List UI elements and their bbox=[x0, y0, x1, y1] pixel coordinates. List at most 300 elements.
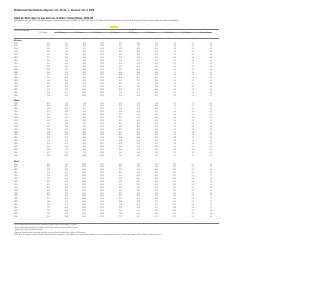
row-value: 93.3 bbox=[118, 109, 122, 111]
row-value: 50.4 bbox=[46, 144, 50, 146]
row-year: 1994 bbox=[14, 55, 18, 57]
row-year: 1990 bbox=[14, 66, 18, 68]
row-value: 16.9 bbox=[154, 46, 158, 48]
section-label: White bbox=[14, 100, 20, 102]
row-value: 90.4 bbox=[118, 63, 122, 65]
row-value: 89.4 bbox=[82, 129, 86, 131]
header-age-col: 50–54 years bbox=[182, 33, 192, 34]
row-value: 12.7 bbox=[172, 216, 176, 218]
row-value: 2.0 bbox=[191, 126, 194, 128]
row-value: 52.2 bbox=[46, 152, 50, 154]
row-value: 160.5 bbox=[82, 190, 86, 192]
row-value: 5.8 bbox=[191, 179, 194, 180]
row-value: 4.9 bbox=[173, 147, 176, 148]
row-year: 1980 bbox=[14, 216, 18, 218]
row-value: 121.5 bbox=[100, 216, 104, 218]
row-value: 2.2 bbox=[191, 78, 194, 80]
row-value: 54.4 bbox=[46, 81, 50, 83]
row-value: 36.2 bbox=[136, 78, 140, 80]
row-value: 79.6 bbox=[118, 92, 122, 94]
row-value: 138.0 bbox=[100, 187, 104, 189]
row-value: 0.6 bbox=[209, 55, 212, 57]
row-value: 75.7 bbox=[46, 199, 50, 201]
row-year: 1997 bbox=[14, 46, 18, 48]
row-year: 1981 bbox=[14, 92, 18, 94]
row-value: 47.5 bbox=[64, 164, 68, 166]
row-value: 51.7 bbox=[46, 55, 50, 57]
row-value: 90.6 bbox=[118, 126, 122, 128]
row-value: 53.7 bbox=[136, 184, 140, 186]
row-value: 97.3 bbox=[82, 152, 86, 154]
row-value: 51.0 bbox=[46, 141, 50, 143]
row-value: 53.1 bbox=[136, 170, 140, 172]
row-value: 81.5 bbox=[118, 87, 122, 88]
row-value: 125.0 bbox=[100, 149, 104, 151]
row-value: 0.6 bbox=[209, 81, 212, 83]
row-value: 90.0 bbox=[82, 126, 86, 128]
row-value: 0.5 bbox=[209, 126, 212, 128]
row-value: 122.8 bbox=[100, 147, 104, 148]
row-value: 12.2 bbox=[154, 149, 158, 151]
row-value: 52.7 bbox=[46, 58, 50, 59]
row-value: 1.8 bbox=[209, 193, 212, 195]
row-value: 73.2 bbox=[46, 208, 50, 209]
row-value: 2.3 bbox=[191, 87, 194, 88]
row-value: 121.5 bbox=[100, 141, 104, 143]
row-value: 34.4 bbox=[136, 138, 140, 140]
row-value: 11.8 bbox=[173, 196, 176, 198]
row-value: 68.0 bbox=[46, 167, 50, 169]
row-value: 0.6 bbox=[209, 49, 212, 51]
row-value: 12.5 bbox=[154, 141, 158, 143]
row-year: 1981 bbox=[14, 152, 18, 154]
row-value: 73.7 bbox=[46, 213, 50, 215]
row-value: 96.0 bbox=[82, 78, 86, 80]
header-age-col: 15–19 years bbox=[56, 33, 66, 34]
row-year: 1982 bbox=[14, 210, 18, 212]
row-value: 6.8 bbox=[173, 46, 176, 48]
row-value: 22.6 bbox=[154, 199, 158, 201]
row-value: 85.3 bbox=[82, 43, 86, 45]
row-value: 25.9 bbox=[154, 181, 158, 183]
row-value: 2.0 bbox=[191, 132, 194, 134]
row-value: 6.1 bbox=[173, 66, 176, 68]
row-year: 1987 bbox=[14, 196, 18, 198]
row-value: 1.9 bbox=[191, 141, 194, 143]
row-value: 5.5 bbox=[191, 202, 194, 204]
row-value: 96.6 bbox=[82, 72, 86, 74]
row-value: 112.9 bbox=[100, 112, 104, 114]
row-value: 34.6 bbox=[136, 84, 140, 86]
row-value: 5.6 bbox=[191, 208, 194, 209]
row-value: 119.9 bbox=[100, 170, 104, 172]
row-year: 1991 bbox=[14, 123, 18, 125]
row-value: 5.3 bbox=[173, 126, 176, 128]
row-value: 89.4 bbox=[82, 55, 86, 57]
row-value: 14.0 bbox=[154, 72, 158, 74]
row-value: 1.9 bbox=[209, 190, 212, 192]
row-value: 80.6 bbox=[118, 202, 122, 204]
row-value: 0.6 bbox=[209, 72, 212, 74]
row-value: 148.8 bbox=[82, 196, 86, 198]
row-value: 24.8 bbox=[154, 173, 158, 175]
row-value: 123.2 bbox=[100, 81, 104, 83]
row-value: 16.0 bbox=[154, 52, 158, 54]
row-value: 2.3 bbox=[191, 66, 194, 68]
row-value: 22.7 bbox=[154, 202, 158, 204]
row-value: 4.8 bbox=[173, 141, 176, 143]
row-value: 47.2 bbox=[64, 205, 68, 207]
row-value: 136.8 bbox=[82, 205, 86, 207]
row-value: 5.8 bbox=[191, 213, 194, 215]
row-value: 79.3 bbox=[118, 205, 122, 207]
row-value: 6.5 bbox=[173, 49, 176, 51]
row-value: 21.1 bbox=[64, 92, 68, 94]
row-value: 117.6 bbox=[100, 120, 104, 122]
row-value: 25.4 bbox=[154, 187, 158, 189]
row-value: 47.7 bbox=[136, 46, 140, 48]
row-value: 22.5 bbox=[64, 49, 68, 51]
header-age-of-father: Age of father bbox=[128, 29, 138, 31]
row-value: 53.8 bbox=[46, 155, 50, 157]
row-value: 6.9 bbox=[173, 43, 176, 45]
row-value: 22.6 bbox=[64, 95, 68, 97]
row-value: 19.0 bbox=[64, 126, 68, 128]
header-age-col: 45–49 years bbox=[164, 33, 174, 34]
row-value: 42.1 bbox=[136, 115, 140, 117]
row-value: 53.1 bbox=[46, 126, 50, 128]
row-value: 5.7 bbox=[191, 193, 194, 195]
row-value: 83.9 bbox=[82, 118, 86, 119]
row-year: 1996 bbox=[14, 109, 18, 111]
row-value: 82.2 bbox=[82, 115, 86, 117]
row-year: 1989 bbox=[14, 69, 18, 71]
row-value: 48.9 bbox=[64, 170, 68, 172]
row-value: 23.2 bbox=[154, 196, 158, 198]
footnote: NOTE: Race and Hispanic origin are reported separately on birth certificates. In this table all races include births to fathers of races not elsewhere specified; see Technical notes. Figures for the 1990s are subject to revision. bbox=[14, 235, 162, 237]
row-value: 5.6 bbox=[173, 89, 176, 91]
row-value: 41.1 bbox=[136, 210, 140, 212]
row-value: 31.4 bbox=[136, 149, 140, 151]
row-year: 1983 bbox=[14, 208, 18, 209]
row-value: 2.0 bbox=[191, 147, 194, 148]
row-value: 79.9 bbox=[82, 106, 86, 108]
row-value: 88.5 bbox=[82, 132, 86, 134]
row-value: 85.8 bbox=[46, 187, 50, 189]
row-value: 79.0 bbox=[118, 152, 122, 154]
row-value: 12.3 bbox=[154, 147, 158, 148]
row-value: 97.2 bbox=[118, 103, 122, 105]
row-value: 134.8 bbox=[82, 164, 86, 166]
row-value: 36.6 bbox=[136, 132, 140, 134]
row-value: 14.7 bbox=[154, 69, 158, 71]
row-value: 24.0 bbox=[64, 58, 68, 59]
row-value: 92.0 bbox=[118, 112, 122, 114]
table-headnote: [Rates are live births per 1,000 men in specified group. Population enumerated as of April 1 for 1940, 1950, 1960, 1970, 1980, and 1990 and estimated as of July 1 for all other years. Figures for age of father not stated are distributed] bbox=[14, 21, 178, 22]
row-value: 40.7 bbox=[136, 120, 140, 122]
row-value: 73.0 bbox=[46, 205, 50, 207]
row-value: 80.9 bbox=[46, 193, 50, 195]
row-value: 55.4 bbox=[46, 72, 50, 74]
row-value: 1.7 bbox=[209, 196, 212, 198]
row-value: 122.2 bbox=[100, 84, 104, 86]
row-value: 74.9 bbox=[46, 202, 50, 204]
row-value: 79.0 bbox=[82, 103, 86, 105]
row-value: 32.6 bbox=[136, 95, 140, 97]
row-value: 136.5 bbox=[82, 208, 86, 209]
row-value: 0.7 bbox=[209, 95, 212, 97]
row-value: 113.6 bbox=[100, 49, 104, 51]
row-value: 93.6 bbox=[82, 60, 86, 62]
row-value: 48.9 bbox=[136, 43, 140, 45]
row-value: 96.6 bbox=[82, 75, 86, 77]
row-value: 1.8 bbox=[209, 213, 212, 215]
row-value: 25.7 bbox=[154, 179, 158, 180]
header-age-col: 55 years and over bbox=[198, 33, 211, 34]
row-value: 5.9 bbox=[173, 106, 176, 108]
row-value: 83.3 bbox=[118, 84, 122, 86]
row-value: 12.9 bbox=[172, 179, 176, 180]
row-value: 113.8 bbox=[100, 115, 104, 117]
row-value: 24.5 bbox=[154, 170, 158, 172]
row-value: 1.7 bbox=[209, 176, 212, 178]
row-value: 23.2 bbox=[64, 69, 68, 71]
row-value: 120.6 bbox=[100, 210, 104, 212]
row-value: 14.3 bbox=[154, 118, 158, 119]
row-value: 38.8 bbox=[136, 72, 140, 74]
row-value: 2.3 bbox=[191, 89, 194, 91]
row-value: 38.2 bbox=[136, 129, 140, 131]
row-value: 0.5 bbox=[209, 112, 212, 114]
row-value: 115.5 bbox=[100, 55, 104, 57]
row-value: 21.5 bbox=[64, 72, 68, 74]
row-value: 87.3 bbox=[118, 170, 122, 172]
row-value: 33.0 bbox=[136, 144, 140, 146]
row-value: 55.2 bbox=[46, 89, 50, 91]
row-value: 13.3 bbox=[154, 89, 158, 91]
row-year: 1990 bbox=[14, 126, 18, 128]
row-value: 49.0 bbox=[64, 202, 68, 204]
header-age-col: 20–24 years bbox=[74, 33, 84, 34]
row-value: 77.2 bbox=[46, 179, 50, 180]
row-value: 12.1 bbox=[154, 152, 158, 154]
row-value: 5.7 bbox=[173, 72, 176, 74]
row-year: 1985 bbox=[14, 202, 18, 204]
row-value: 80.4 bbox=[118, 149, 122, 151]
row-value: 92.9 bbox=[118, 181, 122, 183]
row-value: 0.6 bbox=[209, 69, 212, 71]
row-value: 54.7 bbox=[64, 176, 68, 178]
row-value: 0.6 bbox=[209, 84, 212, 86]
row-value: 154.0 bbox=[82, 179, 86, 180]
row-year: 1991 bbox=[14, 184, 18, 186]
row-value: 1.9 bbox=[191, 144, 194, 146]
row-year: 1997 bbox=[14, 106, 18, 108]
row-value: 97.4 bbox=[82, 84, 86, 86]
row-value: 12.4 bbox=[154, 138, 158, 140]
row-year: 1988 bbox=[14, 72, 18, 74]
row-value: 4.9 bbox=[173, 152, 176, 154]
running-head: 86 National Vital Statistics Reports, Vol. 49, No. 1, Revised: Vol. 3, 2000 bbox=[14, 9, 95, 12]
row-value: 128.2 bbox=[100, 92, 104, 94]
row-year: 1986 bbox=[14, 138, 18, 140]
row-value: 40.1 bbox=[136, 123, 140, 125]
row-value: 1.6 bbox=[209, 164, 212, 166]
row-value: 82.9 bbox=[46, 184, 50, 186]
row-value: 5.6 bbox=[191, 196, 194, 198]
row-value: 118.8 bbox=[100, 135, 104, 137]
row-value: 23.9 bbox=[154, 193, 158, 195]
row-value: 13.2 bbox=[154, 92, 158, 94]
row-value: 5.2 bbox=[173, 129, 176, 131]
row-value: 1.9 bbox=[209, 216, 212, 218]
row-value: 126.9 bbox=[100, 152, 104, 154]
row-value: 12.4 bbox=[172, 173, 176, 175]
row-value: 81.0 bbox=[82, 112, 86, 114]
row-value: 6.3 bbox=[173, 55, 176, 57]
row-value: 49.8 bbox=[64, 216, 68, 218]
row-value: 43.4 bbox=[136, 112, 140, 114]
row-value: 17.2 bbox=[154, 43, 158, 45]
row-value: 128.4 bbox=[100, 196, 104, 198]
row-value: 43.8 bbox=[136, 202, 140, 204]
row-value: 4.9 bbox=[173, 149, 176, 151]
row-value: 54.6 bbox=[136, 167, 140, 169]
row-value: 32.0 bbox=[136, 147, 140, 148]
row-value: 121.2 bbox=[100, 72, 104, 74]
row-value: 118.9 bbox=[100, 123, 104, 125]
row-value: 140.8 bbox=[82, 216, 86, 218]
row-value: 45.9 bbox=[136, 106, 140, 108]
row-value: 117.2 bbox=[100, 58, 104, 59]
header-total-15-54: 15–54 years bbox=[38, 33, 48, 34]
row-year: 1994 bbox=[14, 176, 18, 178]
row-value: 44.3 bbox=[136, 55, 140, 57]
row-value: 157.8 bbox=[82, 181, 86, 183]
row-value: 0.5 bbox=[209, 152, 212, 154]
row-value: 0.5 bbox=[209, 144, 212, 146]
row-value: 1.6 bbox=[209, 170, 212, 172]
row-value: 40.5 bbox=[136, 69, 140, 71]
row-value: 12.4 bbox=[154, 155, 158, 157]
row-value: 2.0 bbox=[191, 118, 194, 119]
row-value: 13.1 bbox=[172, 181, 176, 183]
row-value: 91.2 bbox=[118, 66, 122, 68]
row-year: 1996 bbox=[14, 170, 18, 172]
table-row bbox=[14, 156, 219, 159]
footnote: ² Rates computed by relating births of fathers aged 55 years and over to men aged 55–64 years. bbox=[14, 227, 78, 229]
row-value: 12.7 bbox=[172, 176, 176, 178]
row-value: 92.9 bbox=[82, 147, 86, 148]
row-value: 5.5 bbox=[173, 115, 176, 117]
row-value: 90.8 bbox=[82, 144, 86, 146]
row-value: 68.3 bbox=[46, 170, 50, 172]
footnote: ⁴ Based on fathers of births in reporting areas only; rates for all races include births to fathers of other races. bbox=[14, 232, 86, 234]
row-value: 1.8 bbox=[209, 184, 212, 186]
row-value: 6.2 bbox=[173, 60, 176, 62]
row-year: 1990 bbox=[14, 187, 18, 189]
row-value: 2.0 bbox=[191, 149, 194, 151]
row-year: 1983 bbox=[14, 87, 18, 88]
row-value: 25.3 bbox=[154, 167, 158, 169]
row-value: 52.4 bbox=[46, 129, 50, 131]
row-value: 90.4 bbox=[82, 141, 86, 143]
row-value: 16.2 bbox=[154, 49, 158, 51]
row-value: 2.3 bbox=[191, 52, 194, 54]
row-value: 50.8 bbox=[46, 147, 50, 148]
table-title: Table 29. Birth rates by age and race of father: United States, 1940–98 bbox=[14, 17, 94, 20]
row-value: 59.4 bbox=[64, 187, 68, 189]
row-value: 22.5 bbox=[154, 210, 158, 212]
row-value: 2.4 bbox=[191, 58, 194, 59]
row-value: 2.3 bbox=[191, 49, 194, 51]
table-row bbox=[14, 217, 219, 220]
row-value: 2.0 bbox=[191, 120, 194, 122]
row-value: 91.4 bbox=[118, 190, 122, 192]
row-value: 25.3 bbox=[154, 176, 158, 178]
row-year: 1993 bbox=[14, 118, 18, 119]
row-value: 23.1 bbox=[154, 216, 158, 218]
row-year: 1984 bbox=[14, 144, 18, 146]
row-value: 56.8 bbox=[46, 69, 50, 71]
row-year: 1993 bbox=[14, 179, 18, 180]
row-value: 0.6 bbox=[209, 155, 212, 157]
row-value: 108.0 bbox=[82, 95, 86, 97]
row-value: 84.1 bbox=[46, 190, 50, 192]
row-value: 130.4 bbox=[100, 155, 104, 157]
row-value: 20.4 bbox=[64, 84, 68, 86]
row-year: 1983 bbox=[14, 147, 18, 148]
row-value: 134.3 bbox=[100, 181, 104, 183]
row-value: 84.0 bbox=[118, 78, 122, 80]
row-value: 47.5 bbox=[136, 196, 140, 198]
row-value: 2.1 bbox=[191, 155, 194, 157]
row-value: 0.5 bbox=[209, 135, 212, 137]
row-value: 78.5 bbox=[118, 208, 122, 209]
row-value: 21.4 bbox=[64, 89, 68, 91]
row-value: 19.6 bbox=[64, 123, 68, 125]
row-value: 11.5 bbox=[173, 205, 176, 207]
row-value: 0.5 bbox=[209, 118, 212, 119]
row-value: 0.6 bbox=[209, 75, 212, 77]
row-value: 51.3 bbox=[46, 132, 50, 134]
row-value: 33.5 bbox=[136, 87, 140, 88]
row-value: 54.8 bbox=[136, 187, 140, 189]
row-value: 2.5 bbox=[191, 43, 194, 45]
row-value: 5.6 bbox=[173, 87, 176, 88]
row-value: 12.1 bbox=[172, 213, 176, 215]
row-value: 162.5 bbox=[82, 187, 86, 189]
row-value: 120.5 bbox=[100, 208, 104, 209]
row-value: 30.8 bbox=[136, 152, 140, 154]
row-value: 14.1 bbox=[154, 120, 158, 122]
row-value: 1.7 bbox=[209, 208, 212, 209]
table-row bbox=[14, 96, 219, 99]
row-value: 0.5 bbox=[209, 106, 212, 108]
row-value: 2.4 bbox=[191, 69, 194, 71]
row-value: 89.7 bbox=[118, 123, 122, 125]
row-value: 25.3 bbox=[154, 184, 158, 186]
row-value: 25.0 bbox=[64, 63, 68, 65]
row-value: 17.9 bbox=[64, 129, 68, 131]
row-year: 1993 bbox=[14, 58, 18, 59]
row-year: 1982 bbox=[14, 149, 18, 151]
row-value: 47.2 bbox=[136, 103, 140, 105]
row-value: 112.4 bbox=[100, 103, 104, 105]
row-value: 89.5 bbox=[118, 167, 122, 169]
row-value: 5.4 bbox=[191, 164, 194, 166]
row-value: 0.6 bbox=[209, 66, 212, 68]
